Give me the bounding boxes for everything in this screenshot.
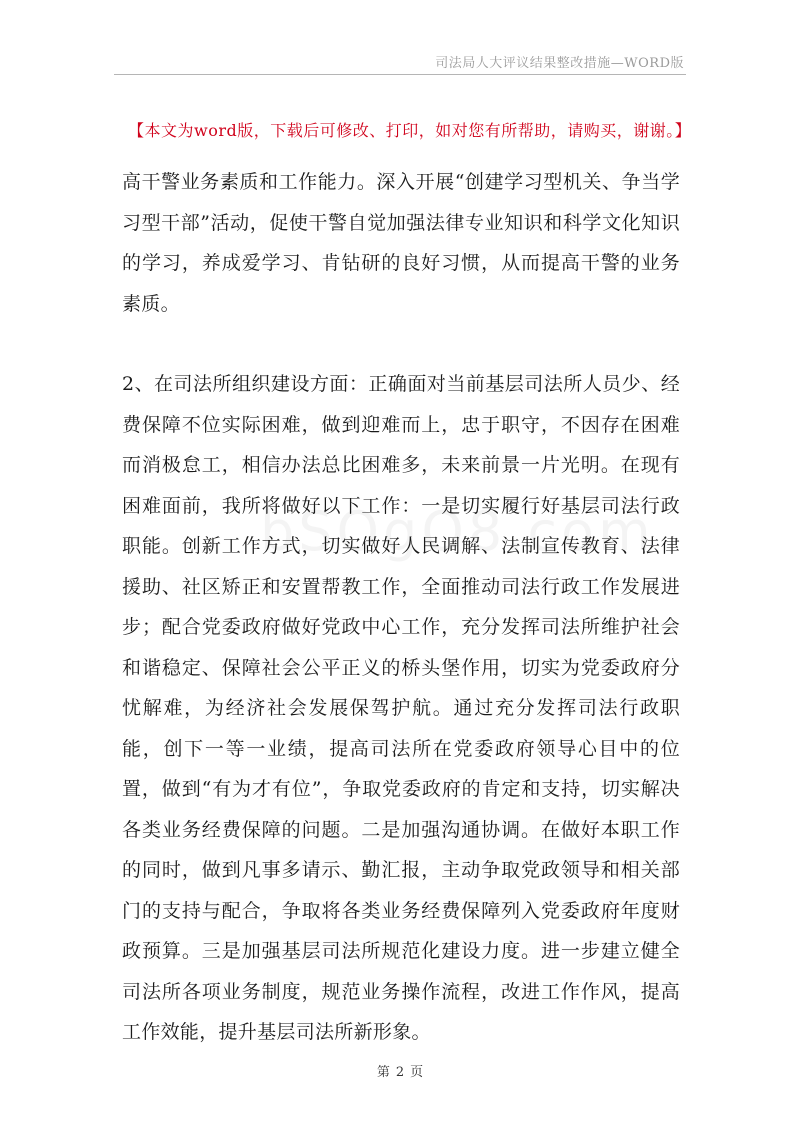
page-number-prefix: 第	[376, 1065, 390, 1080]
document-header-title: 司法局人大评议结果整改措施—WORD版	[435, 56, 684, 71]
document-body	[122, 162, 680, 1053]
page-footer	[0, 1061, 800, 1080]
page-number: 2	[395, 1065, 405, 1080]
body-paragraph-1: 高干警业务素质和工作能力。深入开展“创建学习型机关、争当学习型干部”活动，促使干警自觉加强法律专业知识和科学文化知识的学习，养成爱学习、肯钻研的良好习惯，从而提高干警的业务素质。	[122, 171, 680, 315]
download-notice: 【本文为word版，下载后可修改、打印，如对您有所帮助，请购买，谢谢。】	[128, 121, 692, 140]
body-paragraph-2: 2、在司法所组织建设方面：正确面对当前基层司法所人员少、经费保障不位实际困难，做到迎难而上，忠于职守，不因存在困难而消极怠工，相信办法总比困难多，未来前景一片光明。在现有困难面前，我所将做好以下工作：一是切实履行好基层司法行政职能。创新工作方式，切实做好人民调解、法制宣传教育、法律援助、社区矫正和安置帮教工作，全面推动司法行政工作发展进步；配合党委政府做好党政中心工作，充分发挥司法所维护社会和谐稳定、保障社会公平正义的桥头堡作用，切实为党委政府分忧解难，为经济社会发展保驾护航。通过充分发挥司法行政职能，创下一等一业绩，提高司法所在党委政府领导心目中的位置，做到“有为才有位”，争取党委政府的肯定和支持，切实解决各类业务经费保障的问题。二是加强沟通协调。在做好本职工作的同时，做到凡事多请示、勤汇报，主动争取党政领导和相关部门的支持与配合，争取将各类业务经费保障列入党委政府年度财政预算。三是加强基层司法所规范化建设力度。进一步建立健全司法所各项业务制度，规范业务操作流程，改进工作作风，提高工作效能，提升基层司法所新形象。	[122, 373, 680, 1043]
header-divider	[114, 74, 686, 75]
page-number-suffix: 页	[410, 1065, 424, 1080]
